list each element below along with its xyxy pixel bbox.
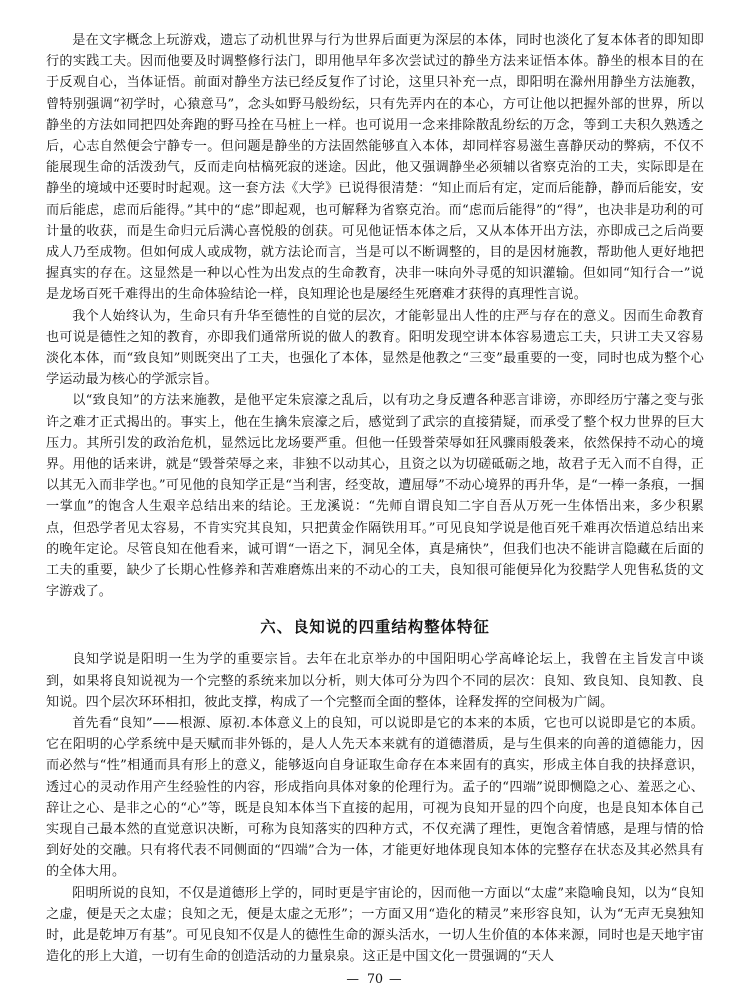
page-body bbox=[46, 30, 704, 967]
page-number: 70 bbox=[366, 971, 384, 986]
paragraph: 首先看“良知”——根源、原初.本体意义上的良知，可以说即是它的本来的本质，它也可以说即是它的本质。它在阳明的心学系统中是天赋而非外铄的，是人人先天本来就有的道德潜质，是与生俱来的向善的道德能力，因而必然与“性”相通而具有形上的意义，能够返向自身证取生命存在本来固有的真实，形成主体自我的抉择意识，透过心的灵动作用产生经验性的内容，形成指向具体对象的伦理行为。孟子的“四端”说即恻隐之心、羞恶之心、辞让之心、是非之心的“心”等，既是良知本体当下直接的起用，可视为良知开显的四个向度，也是良知本体自己实现自己最本然的直觉意识决断，可称为良知落实的四种方式，不仅充满了理性，更饱含着情感，是理与情的恰到好处的交融。只有将代表不同侧面的“四端”合为一体，才能更好地体现良知本体的完整存在状态及其必然具有的全体大用。 bbox=[46, 716, 704, 880]
footer-dash-left: — bbox=[346, 971, 361, 986]
section-heading: 六、良知说的四重结构整体特征 bbox=[260, 618, 490, 637]
paragraph: 良知学说是阳明一生为学的重要宗旨。去年在北京举办的中国阳明心学高峰论坛上，我曾在主旨发言中谈到，如果将良知说视为一个完整的系统来加以分析，则大体可分为四个不同的层次：良知、致良知、良知教、良知说。四个层次环环相扣，彼此支撑，构成了一个完整而全面的整体，诠释发挥的空间极为广阔。 bbox=[46, 652, 704, 710]
paragraph: 阳明所说的良知，不仅是道德形上学的，同时更是宇宙论的，因而他一方面以“太虚”来隐喻良知，以为“良知之虚，便是天之太虚；良知之无，便是太虚之无形”；一方面又用“造化的精灵”来形容良知，认为“无声无臭独知时，此是乾坤万有基”。可见良知不仅是人的德性生命的源头活水，一切人生价值的本体来源，同时也是天地宇宙造化的形上大道，一切有生命的创造活动的力量泉泉。这正是中国文化一贯强调的“天人 bbox=[46, 885, 704, 965]
page-footer bbox=[0, 971, 750, 986]
footer-dash-right: — bbox=[389, 971, 404, 986]
paragraph: 以“致良知”的方法来施教，是他平定朱宸濠之乱后，以有功之身反遭各种恶言诽谤，亦即经历宁藩之变与张许之难才正式揭出的。事实上，他在生擒朱宸濠之后，感觉到了武宗的直接猜疑，而承受了整个权力世界的巨大压力。其所引发的政治危机，显然远比龙场要严重。但他一任毁誉荣辱如狂风骤雨般袭来，依然保持不动心的境界。用他的话来讲，就是“毁誉荣辱之来，非独不以动其心，且资之以为切磋砥砺之地，故君子无入而不自得，正以其无入而非学也。”可见他的良知学正是“当利害，经变故，遭屈辱”不动心境界的再升华，是“一棒一条痕，一掴一掌血”的饱含人生艰辛总结出来的结论。王龙溪说：“先师自谓良知二字自吾从万死一生体悟出来，多少积累点，但恐学者见太容易，不肯实究其良知，只把黄金作隔铁用耳。”可见良知学说是他百死千难再次悟道总结出来的晚年定论。尽管良知在他看来，诚可谓“一语之下，洞见全体，真是痛快”，但我们也决不能讲言隐藏在后面的工夫的重要，缺少了长期心性修养和苦难磨炼出来的不动心的工夫，良知很可能便异化为狡黠学人兜售私货的文字游戏了。 bbox=[46, 393, 704, 600]
paragraph: 我个人始终认为，生命只有升华至德性的自觉的层次，才能彰显出人性的庄严与存在的意义。因而生命教育也可说是德性之知的教育，亦即我们通常所说的做人的教育。阳明发现空讲本体容易遗忘工夫，只讲工夫又容易淡化本体，而“致良知”则既突出了工夫，也强化了本体，显然是他教之“三变”最重要的一变，同时也成为整个心学运动最为核心的学派宗旨。 bbox=[46, 308, 704, 388]
paragraph: 是在文字概念上玩游戏，遗忘了动机世界与行为世界后面更为深层的本体，同时也淡化了复本体者的即知即行的实践工夫。因而他要及时调整修行法门，即用他早年多次尝试过的静坐方法来证悟本体。静坐的根本目的在于反观自心，当体证悟。前面对静坐方法已经反复作了讨论，这里只补充一点，即阳明在滁州用静坐方法施教，曾特别强调“初学时，心猿意马”，念头如野马般纷纭，只有先弄内在的本心，方可让他以把握外部的世界，所以静坐的方法如同把四处奔跑的野马拴在马桩上一样。也可说用一念来排除散乱纷纭的万念，等到工夫积久熟透之后，心志自然便会宁静专一。但问题是静坐的方法固然能够直入本体，却同样容易滋生喜静厌动的弊病，不仅不能展现生命的活泼劲气，反而走向枯槁死寂的迷途。因此，他又强调静坐必须辅以省察克治的工夫，实际即是在静坐的境域中还要时时起观。这一套方法《大学》已说得很清楚：“知止而后有定，定而后能静，静而后能安，安而后能虑，虑而后能得。”其中的“虑”即起观，也可解释为省察克治。而“虑而后能得”的“得”，也决非是功利的可计量的收获，而是生命归元后满心喜悦般的创获。可见他证悟本体之后，又从本体开出方法，亦即成己之后尚要成人乃至成物。但如何成人或成物，就方法论而言，当是可以不断调整的，目的是因材施教，帮助他人更好地把握真实的存在。这显然是一种以心性为出发点的生命教育，决非一味向外寻觅的知识灌输。但如同“知行合一”说是龙场百死千难得出的生命体验结论一样，良知理论也是屡经生死磨难才获得的真理性言说。 bbox=[46, 33, 704, 303]
